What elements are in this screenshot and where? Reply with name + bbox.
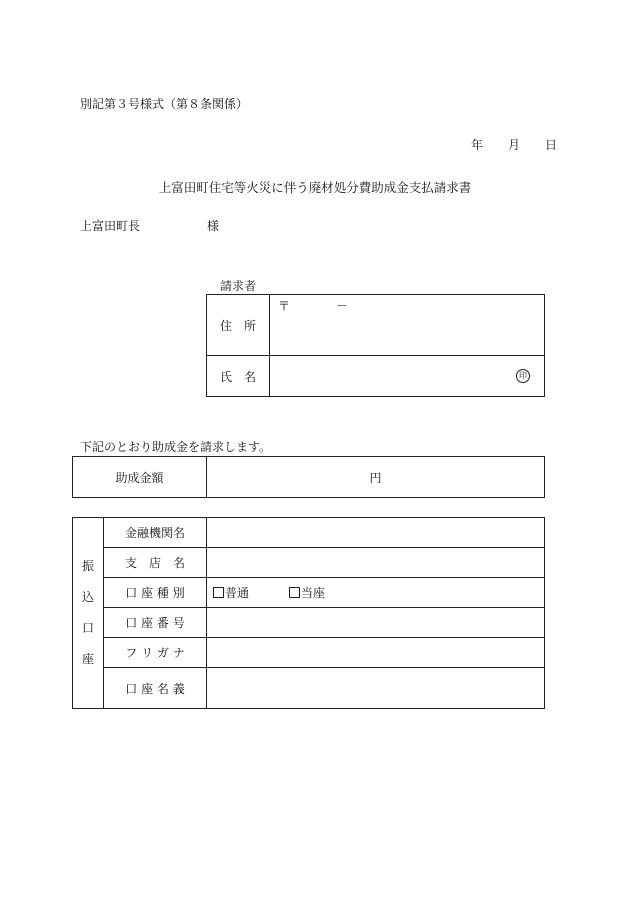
bank-table	[72, 517, 545, 709]
claimant-table	[206, 294, 545, 397]
postal-mark: 〒	[278, 299, 291, 313]
name-label: 氏 名	[207, 356, 270, 397]
vertical-char: 込	[81, 590, 94, 604]
account-type-checking-label: 当座	[301, 586, 326, 600]
form-number: 別記第３号様式（第８条関係）	[80, 97, 249, 111]
branch-name-field[interactable]	[207, 548, 545, 578]
vertical-char: 振	[81, 559, 94, 573]
request-text: 下記のとおり助成金を請求します。	[80, 440, 272, 454]
account-type-ordinary[interactable]	[213, 584, 249, 601]
bank-name-label: 金融機関名	[104, 518, 207, 548]
document-title: 上富田町住宅等火災に伴う廃材処分費助成金支払請求書	[158, 180, 472, 195]
amount-field[interactable]	[207, 457, 545, 498]
account-number-field[interactable]	[207, 608, 545, 638]
checkbox-icon[interactable]	[213, 587, 224, 598]
name-field[interactable]	[270, 356, 545, 397]
account-number-label: 口 座 番 号	[104, 608, 207, 638]
bank-vertical-label	[73, 518, 104, 709]
claimant-label: 請求者	[220, 279, 257, 293]
furigana-label: フ リ ガ ナ	[104, 638, 207, 668]
account-holder-field[interactable]	[207, 668, 545, 709]
address-label: 住 所	[207, 295, 270, 356]
vertical-char: 口	[81, 621, 94, 635]
checkbox-icon[interactable]	[289, 587, 300, 598]
honorific: 様	[207, 219, 220, 233]
amount-table	[72, 456, 545, 498]
date-month: 月	[508, 138, 521, 152]
date-year: 年	[471, 138, 484, 152]
branch-name-label: 支 店 名	[104, 548, 207, 578]
furigana-field[interactable]	[207, 638, 545, 668]
address-field[interactable]	[270, 295, 545, 356]
amount-label: 助成金額	[73, 457, 207, 498]
vertical-char: 座	[81, 652, 94, 666]
date-line	[471, 136, 557, 153]
amount-unit: 円	[369, 470, 382, 485]
account-holder-label: 口 座 名 義	[104, 668, 207, 709]
account-type-field	[207, 578, 545, 608]
seal-icon: 印	[516, 369, 530, 383]
date-day: 日	[545, 138, 558, 152]
postal-dash: －	[336, 299, 349, 313]
account-type-ordinary-label: 普通	[225, 586, 250, 600]
bank-name-field[interactable]	[207, 518, 545, 548]
account-type-checking[interactable]	[289, 584, 325, 601]
account-type-label: 口 座 種 別	[104, 578, 207, 608]
addressee: 上富田町長	[80, 219, 141, 233]
